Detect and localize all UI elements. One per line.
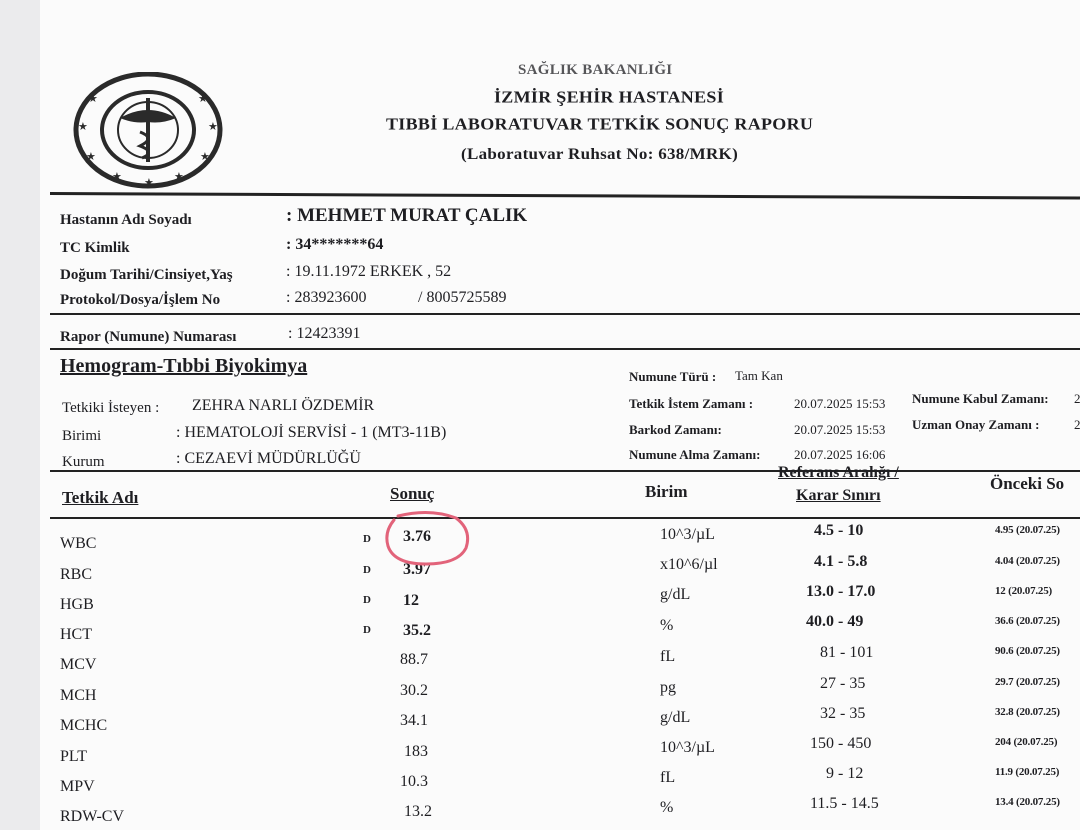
result-value: 13.2 bbox=[404, 803, 432, 820]
previous-result: 12 (20.07.25) bbox=[995, 585, 1052, 597]
result-value: 88.7 bbox=[400, 651, 428, 668]
tc-id-label: TC Kimlik bbox=[60, 240, 130, 256]
previous-result: 4.95 (20.07.25) bbox=[995, 524, 1060, 536]
test-name: HGB bbox=[60, 596, 94, 613]
test-name: MCHC bbox=[60, 717, 108, 734]
flag-low: D bbox=[363, 533, 371, 545]
svg-text:★: ★ bbox=[208, 121, 218, 133]
result-value: 30.2 bbox=[400, 682, 428, 699]
unit-value: x10^6/µl bbox=[660, 556, 718, 573]
col-header-ref-line1: Referans Aralığı / bbox=[778, 464, 899, 481]
patient-name-label: Hastanın Adı Soyadı bbox=[60, 212, 192, 228]
test-name: RBC bbox=[60, 566, 93, 583]
approve-time-label: Uzman Onay Zamanı : bbox=[912, 417, 1040, 432]
ref-range: 27 - 35 bbox=[820, 675, 866, 692]
ref-range: 4.5 - 10 bbox=[814, 522, 864, 539]
unit-value: fL bbox=[660, 769, 676, 786]
col-header-ref-line2: Karar Sınırı bbox=[796, 487, 881, 504]
test-name: WBC bbox=[60, 535, 97, 552]
unit-value: fL bbox=[660, 648, 676, 665]
svg-text:★: ★ bbox=[88, 93, 98, 105]
ref-range: 4.1 - 5.8 bbox=[814, 553, 868, 570]
protocol-value: : 283923600 bbox=[286, 289, 367, 306]
result-value: 35.2 bbox=[403, 622, 431, 639]
accept-time-label: Numune Kabul Zamanı: bbox=[912, 391, 1049, 406]
test-name: RDW-CV bbox=[60, 808, 124, 825]
ref-range: 32 - 35 bbox=[820, 705, 866, 722]
col-header-test: Tetkik Adı bbox=[62, 488, 139, 507]
result-value: 183 bbox=[404, 743, 428, 760]
accept-time-value: 2 bbox=[1074, 391, 1080, 406]
test-name: MCV bbox=[60, 656, 97, 673]
col-header-unit: Birim bbox=[645, 482, 688, 501]
report-number-value: : 12423391 bbox=[288, 325, 361, 342]
ref-range: 150 - 450 bbox=[810, 735, 872, 752]
previous-result: 13.4 (20.07.25) bbox=[995, 796, 1060, 808]
previous-result: 36.6 (20.07.25) bbox=[995, 615, 1060, 627]
unit-value: pg bbox=[660, 679, 676, 696]
result-value: 10.3 bbox=[400, 773, 428, 790]
svg-text:★: ★ bbox=[144, 177, 154, 189]
result-value: 3.97 bbox=[403, 561, 431, 578]
flag-low: D bbox=[363, 564, 371, 576]
previous-result: 4.04 (20.07.25) bbox=[995, 555, 1060, 567]
tc-id-value: : 34*******64 bbox=[286, 236, 384, 253]
divider-table-header bbox=[50, 517, 1080, 519]
sample-type-label: Numune Türü : bbox=[629, 369, 717, 384]
protocol-value-second: / 8005725589 bbox=[418, 289, 507, 306]
ref-range: 11.5 - 14.5 bbox=[810, 795, 879, 812]
sample-type-value: Tam Kan bbox=[735, 368, 783, 383]
flag-low: D bbox=[363, 624, 371, 636]
highlight-circle-annotation bbox=[380, 508, 476, 570]
section-title: Hemogram-Tıbbi Biyokimya bbox=[60, 355, 308, 377]
institution-value: : CEZAEVİ MÜDÜRLÜĞÜ bbox=[176, 450, 361, 467]
unit-value: g/dL bbox=[660, 709, 691, 726]
ministry-name: SAĞLIK BAKANLIĞI bbox=[518, 62, 673, 78]
unit-value: : HEMATOLOJİ SERVİSİ - 1 (MT3-11B) bbox=[176, 424, 447, 441]
test-name: MCH bbox=[60, 687, 97, 704]
collect-time-value: 20.07.2025 16:06 bbox=[794, 447, 886, 462]
requester-label: Tetkiki İsteyen : bbox=[62, 400, 160, 416]
svg-text:★: ★ bbox=[198, 93, 208, 105]
svg-text:★: ★ bbox=[174, 171, 184, 183]
divider-header bbox=[50, 192, 1080, 199]
patient-name-value: : MEHMET MURAT ÇALIK bbox=[286, 205, 528, 226]
unit-label: Birimi bbox=[62, 428, 102, 444]
ministry-seal-icon bbox=[70, 72, 226, 190]
protocol-label: Protokol/Dosya/İşlem No bbox=[60, 292, 221, 308]
svg-text:★: ★ bbox=[112, 171, 122, 183]
svg-text:★: ★ bbox=[86, 151, 96, 163]
ref-range: 13.0 - 17.0 bbox=[806, 583, 876, 600]
divider-section bbox=[50, 470, 1080, 472]
col-header-result: Sonuç bbox=[390, 484, 435, 503]
flag-low: D bbox=[363, 594, 371, 606]
unit-value: g/dL bbox=[660, 586, 691, 603]
collect-time-label: Numune Alma Zamanı: bbox=[629, 447, 761, 462]
unit-value: % bbox=[660, 617, 674, 634]
approve-time-value: 2 bbox=[1074, 417, 1080, 432]
barcode-time-value: 20.07.2025 15:53 bbox=[794, 422, 886, 437]
previous-result: 90.6 (20.07.25) bbox=[995, 645, 1060, 657]
col-header-previous: Önceki So bbox=[990, 474, 1065, 493]
svg-text:★: ★ bbox=[78, 121, 88, 133]
unit-value: 10^3/µL bbox=[660, 739, 715, 756]
result-value: 34.1 bbox=[400, 712, 428, 729]
divider-report bbox=[50, 348, 1080, 350]
divider-patient bbox=[50, 313, 1080, 315]
license-number: (Laboratuvar Ruhsat No: 638/MRK) bbox=[461, 144, 739, 163]
ref-range: 9 - 12 bbox=[826, 765, 864, 782]
unit-value: 10^3/µL bbox=[660, 526, 715, 543]
result-value: 3.76 bbox=[403, 528, 431, 545]
viewer-left-margin bbox=[0, 0, 41, 830]
result-value: 12 bbox=[403, 592, 419, 609]
ref-range: 81 - 101 bbox=[820, 644, 874, 661]
previous-result: 11.9 (20.07.25) bbox=[995, 766, 1060, 778]
requester-value: ZEHRA NARLI ÖZDEMİR bbox=[192, 397, 375, 414]
request-time-label: Tetkik İstem Zamanı : bbox=[629, 396, 754, 411]
institution-label: Kurum bbox=[62, 454, 105, 470]
test-name: PLT bbox=[60, 748, 87, 765]
dob-gender-age-label: Doğum Tarihi/Cinsiyet,Yaş bbox=[60, 267, 233, 283]
dob-gender-age-value: : 19.11.1972 ERKEK , 52 bbox=[286, 263, 452, 280]
previous-result: 29.7 (20.07.25) bbox=[995, 676, 1060, 688]
ref-range: 40.0 - 49 bbox=[806, 613, 864, 630]
svg-text:★: ★ bbox=[200, 151, 210, 163]
report-number-label: Rapor (Numune) Numarası bbox=[60, 329, 237, 345]
lab-report-page bbox=[40, 0, 1080, 830]
hospital-name: İZMİR ŞEHİR HASTANESİ bbox=[494, 87, 725, 107]
previous-result: 32.8 (20.07.25) bbox=[995, 706, 1060, 718]
request-time-value: 20.07.2025 15:53 bbox=[794, 396, 886, 411]
unit-value: % bbox=[660, 799, 674, 816]
test-name: HCT bbox=[60, 626, 92, 643]
barcode-time-label: Barkod Zamanı: bbox=[629, 422, 722, 437]
previous-result: 204 (20.07.25) bbox=[995, 736, 1058, 748]
report-title: TIBBİ LABORATUVAR TETKİK SONUÇ RAPORU bbox=[386, 114, 814, 134]
test-name: MPV bbox=[60, 778, 95, 795]
